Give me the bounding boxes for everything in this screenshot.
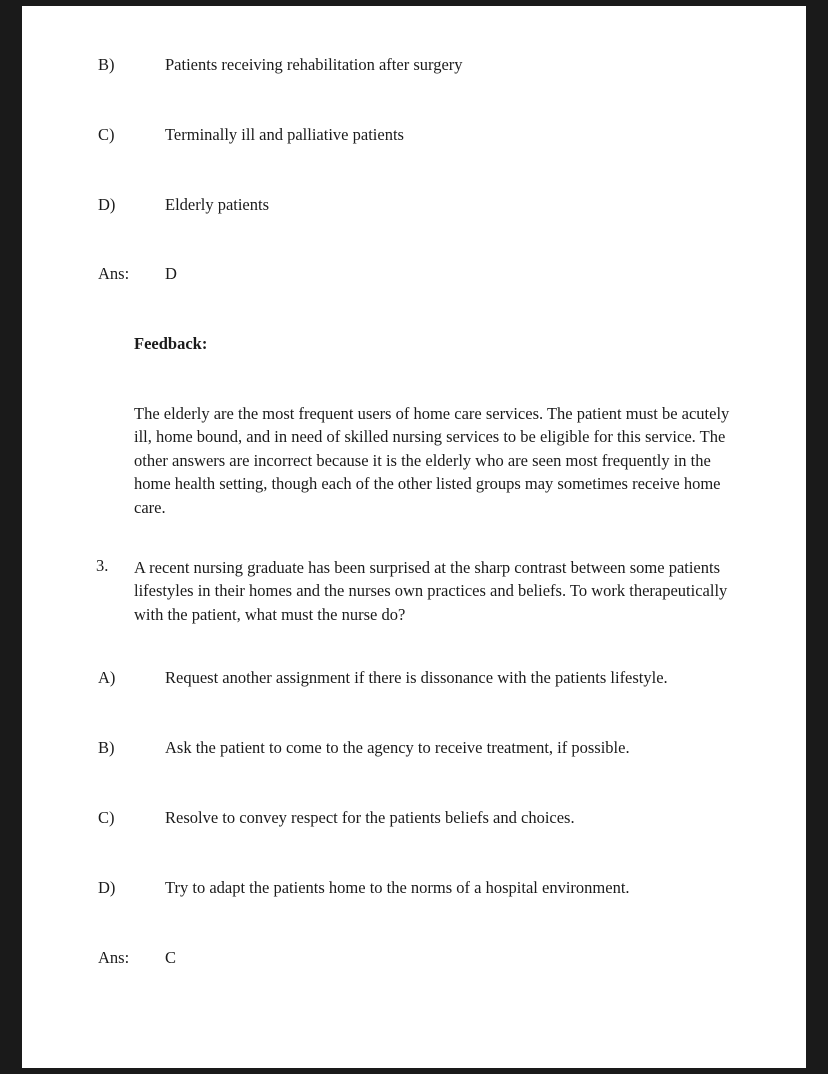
answer-value: D: [165, 264, 177, 283]
option-letter: B): [98, 55, 115, 74]
answer-label: Ans:: [98, 948, 130, 967]
document-page: [22, 6, 806, 1068]
option-text: Terminally ill and palliative patients: [165, 125, 404, 144]
option-letter: C): [98, 808, 115, 827]
option-letter: C): [98, 125, 115, 144]
option-text: Elderly patients: [165, 195, 270, 214]
option-letter: A): [98, 668, 116, 687]
question-text: A recent nursing graduate has been surprised at the sharp contrast between some patients lifestyles in their homes and the nurses own practices and beliefs. To work therapeutically with the patient, what must the nurse do?: [134, 558, 728, 624]
option-text: Patients receiving rehabilitation after surgery: [165, 55, 463, 74]
option-letter: D): [98, 195, 116, 214]
feedback-body: The elderly are the most frequent users of home care services. The patient must be acutely ill, home bound, and in need of skilled nursing services to be eligible for this service. The other answers are incorrect because it is the elderly who are seen most frequently in the home health setting, though each of the other listed groups may sometimes receive home care.: [134, 404, 730, 517]
answer-label: Ans:: [98, 264, 130, 283]
option-text: Request another assignment if there is dissonance with the patients lifestyle.: [165, 668, 668, 687]
option-letter: B): [98, 738, 115, 757]
answer-value: C: [165, 948, 177, 967]
option-text: Resolve to convey respect for the patients beliefs and choices.: [165, 808, 575, 827]
option-text: Try to adapt the patients home to the norms of a hospital environment.: [165, 878, 630, 897]
option-letter: D): [98, 878, 116, 897]
feedback-heading: Feedback:: [134, 334, 208, 353]
option-text: Ask the patient to come to the agency to receive treatment, if possible.: [165, 738, 630, 757]
question-number: 3.: [96, 556, 109, 575]
